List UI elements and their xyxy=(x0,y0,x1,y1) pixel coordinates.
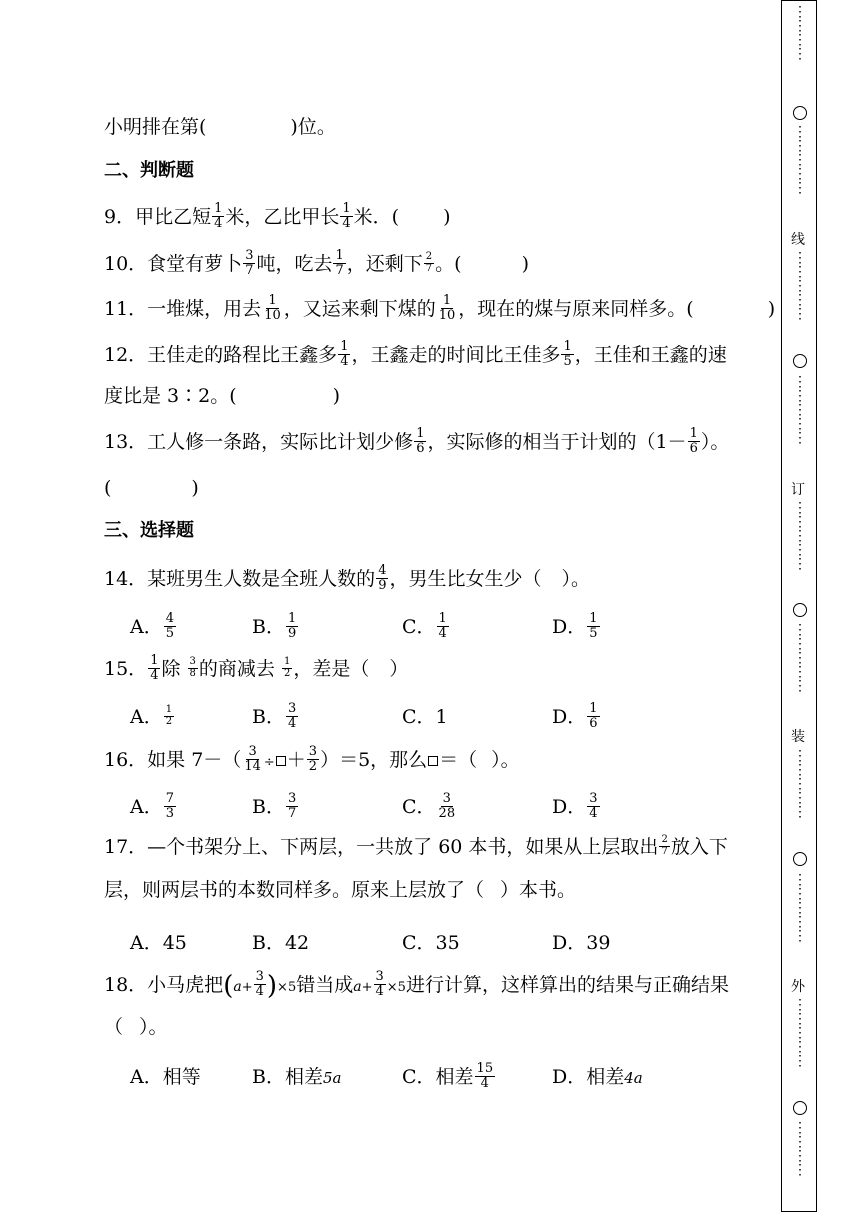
fraction: $\frac{3}{4}$ xyxy=(589,790,598,821)
dotted-line: ⋮ ⋮ ⋮ ⋮ ⋮ xyxy=(793,748,807,820)
q13-text: ，实际修的相当于计划的（1－ xyxy=(427,431,687,454)
punch-hole-circle xyxy=(793,1101,807,1115)
q12-text: ，王佳和王鑫的速 xyxy=(574,344,727,367)
q15-text: 的商减去 xyxy=(198,658,275,681)
q15-text: ，差是（ xyxy=(293,658,370,681)
option-a[interactable]: A． $\frac{7}{3}$ xyxy=(130,790,175,821)
punch-hole-circle xyxy=(793,852,807,866)
q12-text: ) xyxy=(332,385,341,407)
fraction: $\frac{1}{10}$ xyxy=(264,293,281,323)
q9-text: ) xyxy=(443,206,451,229)
q18-text: 18．小马虎把 xyxy=(104,974,224,997)
dotted-line: ⋮ ⋮ ⋮ ⋮ ⋮ xyxy=(793,124,807,196)
fraction: $\frac{3}{4}$ xyxy=(287,700,297,731)
q11-text: ，又运来剩下煤的 xyxy=(283,298,436,321)
plus-sign: ＋ xyxy=(286,749,306,772)
fraction: $\frac{1}{7}$ xyxy=(335,248,344,278)
q13-text: 13．工人修一条路，实际比计划少修 xyxy=(104,431,414,454)
q9-text: 米，乙比甲长 xyxy=(225,206,340,229)
question-15 xyxy=(104,653,409,684)
fraction: $\frac{2}{7}$ xyxy=(661,834,668,857)
intro-text-end: )位。 xyxy=(290,116,336,138)
plus-sign: + xyxy=(361,980,373,996)
q10-text: 。( xyxy=(435,253,462,276)
fraction: $\frac{1}{5}$ xyxy=(589,610,598,641)
q14-text: ）。 xyxy=(561,568,590,591)
fraction: $\frac{1}{4}$ xyxy=(438,610,447,641)
question-16 xyxy=(104,744,520,775)
option-b[interactable]: B． $\frac{3}{4}$ xyxy=(252,700,297,731)
strip-label-line: 线 xyxy=(791,232,805,248)
intro-line xyxy=(104,118,336,137)
fraction: $\frac{3}{4}$ xyxy=(375,969,384,999)
punch-hole-circle xyxy=(793,603,807,617)
fraction: $\frac{3}{14}$ xyxy=(244,744,261,774)
q17-text: 17．—个书架分上、下两层，一共放了 60 本书，如果从上层取出 xyxy=(104,836,659,858)
option-c[interactable]: C．相差 $\frac{15}{4}$ xyxy=(402,1060,494,1091)
q17-text: 放入下 xyxy=(670,836,728,858)
fraction: $\frac{3}{2}$ xyxy=(308,744,318,774)
strip-label-outer: 外 xyxy=(791,979,805,995)
q9-text: 米．( xyxy=(353,206,400,229)
fraction: $\frac{1}{2}$ xyxy=(165,704,173,727)
fraction: $\frac{1}{9}$ xyxy=(287,610,297,641)
q16-text: ）。 xyxy=(491,749,520,772)
q12-text: 12．王佳走的路程比王鑫多 xyxy=(104,344,338,367)
dotted-line: ⋮ ⋮ ⋮ ⋮ ⋮ xyxy=(793,622,807,694)
q18-text: ）。 xyxy=(139,1016,168,1038)
option-a[interactable]: A． $\frac{1}{2}$ xyxy=(130,704,173,728)
fraction: $\frac{1}{5}$ xyxy=(563,339,572,369)
binding-strip xyxy=(781,0,817,1212)
plus-sign: + xyxy=(241,980,253,996)
fraction: $\frac{1}{4}$ xyxy=(214,201,223,231)
question-17 xyxy=(104,834,728,859)
question-12 xyxy=(104,339,727,370)
q15-text: 除 xyxy=(161,658,181,681)
fraction: $\frac{4}{5}$ xyxy=(165,610,175,641)
q16-text: 16．如果 7－（ xyxy=(104,749,242,772)
fraction: $\frac{3}{8}$ xyxy=(189,656,196,679)
question-13 xyxy=(104,426,730,457)
option-a[interactable]: A．45 xyxy=(130,932,187,954)
fraction: $\frac{4}{9}$ xyxy=(378,563,387,593)
q14-text: 14．某班男生人数是全班人数的 xyxy=(104,568,376,591)
strip-label-pack: 装 xyxy=(791,729,805,745)
punch-hole-circle xyxy=(793,354,807,368)
q14-text: ，男生比女生少（ xyxy=(389,568,542,591)
unknown-box xyxy=(428,756,438,766)
question-11 xyxy=(104,293,776,324)
fraction: $\frac{1}{6}$ xyxy=(589,700,598,731)
unknown-box xyxy=(276,756,286,766)
fraction: $\frac{3}{7}$ xyxy=(245,248,254,278)
dotted-line: ⋮ ⋮ ⋮ ⋮ xyxy=(793,4,807,62)
option-b[interactable]: B．42 xyxy=(252,932,310,954)
option-a[interactable]: A．相等 xyxy=(130,1066,201,1088)
divide-sign: ÷ xyxy=(263,755,275,771)
left-paren: ( xyxy=(223,971,234,1002)
option-c[interactable]: C． $\frac{1}{4}$ xyxy=(402,610,447,641)
q15-text: 15． xyxy=(104,658,148,681)
fraction: $\frac{1}{6}$ xyxy=(689,426,698,456)
variable-a: a xyxy=(353,979,362,996)
q18-text: 进行计算，这样算出的结果与正确结果 xyxy=(405,974,729,997)
fraction: $\frac{1}{4}$ xyxy=(150,653,159,683)
q12-text: 度比是 3∶2。( xyxy=(104,385,237,407)
question-12-line2 xyxy=(104,387,340,406)
q18-text: （ xyxy=(104,1016,124,1038)
dotted-line: ⋮ ⋮ ⋮ ⋮ ⋮ xyxy=(793,500,807,572)
q13-text: ( xyxy=(104,477,112,499)
fraction: $\frac{3}{4}$ xyxy=(255,969,264,999)
q13-text: ）。 xyxy=(700,431,730,454)
variable-a: a xyxy=(233,979,242,996)
option-b[interactable]: B．相差5a xyxy=(252,1066,342,1088)
q16-text: ）＝5，那么 xyxy=(320,749,428,772)
question-17-line2 xyxy=(104,881,576,900)
dotted-line: ⋮ ⋮ ⋮ ⋮ xyxy=(793,1120,807,1178)
q18-text: 错当成 xyxy=(296,974,354,997)
q10-text: ，还剩下 xyxy=(346,253,423,276)
question-13-line2 xyxy=(104,479,199,498)
q10-text: 10．食堂有萝卜 xyxy=(104,253,243,276)
option-d[interactable]: D．相差4a xyxy=(552,1066,643,1088)
question-9 xyxy=(104,201,451,232)
fraction: $\frac{1}{6}$ xyxy=(416,426,425,456)
dotted-line: ⋮ ⋮ ⋮ ⋮ ⋮ xyxy=(793,374,807,446)
option-a[interactable]: A． $\frac{4}{5}$ xyxy=(130,610,175,641)
fraction: $\frac{2}{7}$ xyxy=(425,251,433,274)
option-c[interactable]: C．1 xyxy=(402,706,448,728)
q11-text: ) xyxy=(767,298,776,321)
section-title-choice: 三、选择题 xyxy=(104,520,194,541)
q13-text: ) xyxy=(191,477,199,499)
dotted-line: ⋮ ⋮ ⋮ ⋮ ⋮ xyxy=(793,250,807,322)
q17-text: ）本书。 xyxy=(500,879,577,901)
question-18-line2 xyxy=(104,1018,168,1037)
fraction: $\frac{7}{3}$ xyxy=(165,790,175,821)
times-five: ×5 xyxy=(386,980,406,996)
option-c[interactable]: C．35 xyxy=(402,932,460,954)
option-d[interactable]: D． $\frac{1}{6}$ xyxy=(552,700,598,731)
intro-text: 小明排在第( xyxy=(104,116,207,138)
fraction: $\frac{1}{2}$ xyxy=(283,656,291,679)
dotted-line: ⋮ ⋮ ⋮ ⋮ ⋮ xyxy=(793,997,807,1069)
q10-text: 吨，吃去 xyxy=(256,253,333,276)
q9-text: 9．甲比乙短 xyxy=(104,206,212,229)
dotted-line: ⋮ ⋮ ⋮ ⋮ ⋮ xyxy=(793,872,807,944)
q10-text: ) xyxy=(521,253,529,276)
fraction: $\frac{1}{4}$ xyxy=(340,339,349,369)
fraction: $\frac{1}{10}$ xyxy=(438,293,456,323)
option-d[interactable]: D． $\frac{1}{5}$ xyxy=(552,610,598,641)
right-paren: ) xyxy=(266,971,278,1002)
option-c[interactable]: C． $\frac{3}{28}$ xyxy=(402,790,456,821)
strip-label-bind: 订 xyxy=(791,482,805,498)
fraction: $\frac{3}{28}$ xyxy=(438,790,456,821)
option-d[interactable]: D．39 xyxy=(552,932,611,954)
question-18 xyxy=(104,969,729,1002)
fraction: $\frac{1}{4}$ xyxy=(342,201,351,231)
q11-text: 11．一堆煤，用去 xyxy=(104,298,262,321)
fraction: $\frac{15}{4}$ xyxy=(476,1060,494,1091)
section-title-judgement: 二、判断题 xyxy=(104,160,194,181)
question-14 xyxy=(104,563,590,594)
option-b[interactable]: B． $\frac{3}{7}$ xyxy=(252,790,297,821)
fraction: $\frac{3}{7}$ xyxy=(287,790,297,821)
times-five: ×5 xyxy=(277,980,297,996)
q16-text: ＝（ xyxy=(439,749,478,772)
punch-hole-circle xyxy=(793,106,807,120)
q15-text: ） xyxy=(389,658,409,681)
q11-text: ，现在的煤与原来同样多。( xyxy=(458,298,694,321)
question-10 xyxy=(104,248,529,279)
option-b[interactable]: B． $\frac{1}{9}$ xyxy=(252,610,297,641)
q12-text: ，王鑫走的时间比王佳多 xyxy=(351,344,561,367)
option-d[interactable]: D． $\frac{3}{4}$ xyxy=(552,790,598,821)
q17-text: 层，则两层书的本数同样多。原来上层放了（ xyxy=(104,879,485,901)
